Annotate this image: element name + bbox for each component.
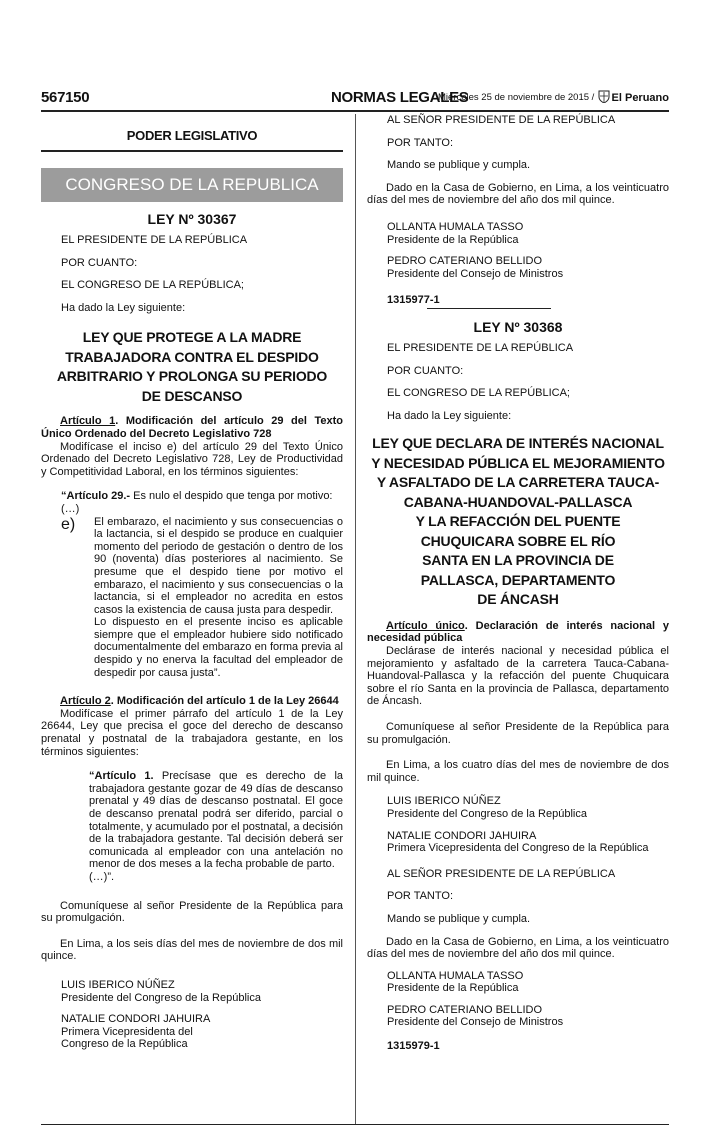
article-body: Declárase de interés nacional y necesidad pública el mejoramiento y asfaltado de la carretera Tauca-Cabana-Huandoval-Pallasca y la refacción del puente Chuquicara sobre el río Santa en la provincia de Pallasca, departamento de Áncash. (367, 645, 669, 708)
branch-heading: PODER LEGISLATIVO (126, 128, 258, 143)
article-label: Artículo 2 (60, 695, 111, 708)
law-title (367, 434, 669, 610)
preamble-line: Ha dado la Ley siguiente: (387, 409, 512, 422)
article-heading (41, 695, 343, 708)
item-label: e) (61, 515, 76, 533)
publish-order: Mando se publique y cumpla. (387, 159, 531, 172)
addressee: AL SEÑOR PRESIDENTE DE LA REPÚBLICA (387, 114, 616, 126)
left-column (41, 114, 343, 1051)
page-number: 567150 (41, 89, 90, 106)
signatory-role: Primera Vicepresidenta del Congreso de la República (387, 842, 649, 855)
article-title: . Declaración de interés nacional y necesidad pública (367, 619, 669, 645)
quoted-article (41, 770, 343, 871)
section-title: NORMAS LEGALES (331, 89, 469, 106)
signatory-role: Presidente del Consejo de Ministros (387, 1016, 564, 1029)
signatory-role: Primera Vicepresidenta del (61, 1025, 193, 1038)
quoted-article (41, 490, 343, 503)
page-header (41, 89, 669, 107)
article-body: Modifícase el inciso e) del artículo 29 del Texto Único Ordenado del Decreto Legislativo 728, Ley de Productividad y Competitividad Laboral, en los términos siguientes: (41, 440, 343, 478)
communique: Comuníquese al señor Presidente de la República para su promulgación. (41, 899, 343, 925)
law-number: LEY Nº 30368 (473, 318, 563, 335)
ellipsis: (…) (61, 502, 80, 515)
publication-code: 1315977-1 (387, 294, 440, 307)
column-divider (355, 114, 356, 1124)
law-title-line: Y NECESIDAD PÚBLICA EL MEJORAMIENTO (371, 454, 665, 471)
law-title-line: CABANA-HUANDOVAL-PALLASCA (403, 493, 633, 510)
preamble-line: Ha dado la Ley siguiente: (61, 301, 186, 314)
quoted-label: “Artículo 29.- (61, 490, 131, 503)
preamble-line: EL CONGRESO DE LA REPÚBLICA; (387, 387, 570, 400)
branch-rule (41, 150, 343, 152)
law-title-line: TRABAJADORA CONTRA EL DESPIDO (65, 348, 319, 365)
quoted-label: “Artículo 1. (89, 770, 154, 783)
given-line: Dado en la Casa de Gobierno, en Lima, a los veinticuatro días del mes de noviembre del año dos mil quince. (367, 935, 669, 961)
signatory-role: Presidente del Congreso de la República (61, 991, 261, 1004)
preamble-line: POR CUANTO: (387, 364, 464, 377)
congress-banner: CONGRESO DE LA REPUBLICA (41, 168, 343, 202)
publication-logo (598, 90, 669, 104)
footer-rule (41, 1124, 669, 1125)
article-heading (41, 415, 343, 440)
preamble-line: POR CUANTO: (61, 256, 138, 269)
signatory-role: Presidente de la República (387, 982, 519, 995)
law-title-line: DE DESCANSO (141, 387, 243, 404)
signatory-role: Presidente del Congreso de la República (387, 807, 587, 820)
law-title-line: ARBITRARIO Y PROLONGA SU PERIODO (56, 368, 328, 385)
signatory-name: LUIS IBERICO NÚÑEZ (61, 978, 175, 991)
law-title-line: Y LA REFACCIÓN DEL PUENTE (415, 513, 621, 530)
article-title: . Modificación del artículo 1 de la Ley 26644 (110, 695, 339, 708)
list-item (41, 516, 343, 680)
signatory-name: NATALIE CONDORI JAHUIRA (387, 829, 537, 842)
given-line: Dado en la Casa de Gobierno, en Lima, a los veinticuatro días del mes de noviembre del año dos mil quince. (367, 181, 669, 207)
publication-code: 1315979-1 (387, 1040, 440, 1053)
preamble-line: EL PRESIDENTE DE LA REPÚBLICA (387, 341, 574, 354)
addressee: AL SEÑOR PRESIDENTE DE LA REPÚBLICA (387, 867, 616, 880)
communique: Comuníquese al señor Presidente de la República para su promulgación. (367, 720, 669, 746)
law-title-line: CHUQUICARA SOBRE EL RÍO (420, 532, 616, 549)
law-number: LEY Nº 30367 (147, 211, 237, 227)
quoted-text: Precísase que es derecho de la trabajadora gestante gozar de 49 días de descanso prenatal y 49 días de descanso postnatal. El goce de descanso prenatal podrá ser diferido, parcial o totalmente, y acumulado por el postnatal, a decisión de la trabajadora gestante. Tal decisión deberá ser comunicada al empleador con una antelación no menor de dos meses a la fecha probable de parto. (89, 770, 344, 871)
crest-icon (598, 90, 610, 103)
signatory-name: LUIS IBERICO NÚÑEZ (387, 795, 501, 808)
separator-rule (427, 308, 551, 309)
law-title-line: Y ASFALTADO DE LA CARRETERA TAUCA- (376, 474, 660, 491)
law-title-line: DE ÁNCASH (477, 591, 559, 608)
signatory-role: Congreso de la República (61, 1038, 188, 1051)
signatory-name: OLLANTA HUMALA TASSO (387, 969, 524, 982)
signatory-name: PEDRO CATERIANO BELLIDO (387, 255, 543, 268)
dated-line: En Lima, a los seis días del mes de noviembre de dos mil quince. (41, 937, 343, 963)
quoted-text: Es nulo el despido que tenga por motivo: (130, 490, 333, 503)
therefore: POR TANTO: (387, 890, 454, 903)
issue-date: Miércoles 25 de noviembre de 2015 / (438, 92, 595, 103)
publish-order: Mando se publique y cumpla. (387, 912, 531, 925)
preamble-line: EL PRESIDENTE DE LA REPÚBLICA (61, 234, 248, 246)
dated-line: En Lima, a los cuatro días del mes de noviembre de dos mil quince. (367, 759, 669, 784)
law-title-line: LEY QUE DECLARA DE INTERÉS NACIONAL (372, 435, 664, 452)
signatory-name: PEDRO CATERIANO BELLIDO (387, 1003, 543, 1016)
article-label: Artículo 1 (60, 415, 116, 428)
preamble-line: EL CONGRESO DE LA REPÚBLICA; (61, 279, 244, 292)
right-column (367, 114, 669, 1053)
law-title-line: SANTA EN LA PROVINCIA DE (422, 552, 614, 569)
article-body: Modifícase el primer párrafo del artículo 1 de la Ley 26644, Ley que precisa el goce del derecho de descanso prenatal y postnatal de la trabajadora gestante, en los términos siguientes: (41, 707, 343, 758)
ellipsis: (…)”. (89, 870, 115, 883)
signatory-role: Presidente de la República (387, 233, 519, 246)
law-title-line: PALLASCA, DEPARTAMENTO (420, 571, 616, 588)
signatory-name: NATALIE CONDORI JAHUIRA (61, 1013, 211, 1026)
header-rule (41, 110, 669, 112)
article-heading (367, 620, 669, 645)
therefore: POR TANTO: (387, 136, 454, 149)
law-title (41, 328, 343, 406)
article-title: . Modificación del artículo 29 del Texto Único Ordenado del Decreto Legislativo 728 (41, 415, 344, 440)
item-text: El embarazo, el nacimiento y sus consecuencias o la lactancia, si el despido se produce en cualquier momento del periodo de gestación o dentro de los 90 (noventa) días posteriores al nacimiento. Se presume que el despido tiene por motivo el embarazo, el nacimiento y sus consecuencias o la lactancia, si el empleador no acredita en estos casos la existencia de causa justa para despedir. (94, 515, 343, 616)
article-label: Artículo único (386, 619, 465, 632)
item-text: Lo dispuesto en el presente inciso es aplicable siempre que el empleador hubiere sido notificado documentalmente del embarazo en forma previa al despido y no enerva la facultad del empleador de despedir por causa justa”. (94, 616, 343, 679)
law-title-line: LEY QUE PROTEGE A LA MADRE (82, 329, 302, 346)
signatory-role: Presidente del Consejo de Ministros (387, 267, 564, 280)
signatory-name: OLLANTA HUMALA TASSO (387, 220, 524, 233)
publication-name: El Peruano (611, 92, 669, 104)
